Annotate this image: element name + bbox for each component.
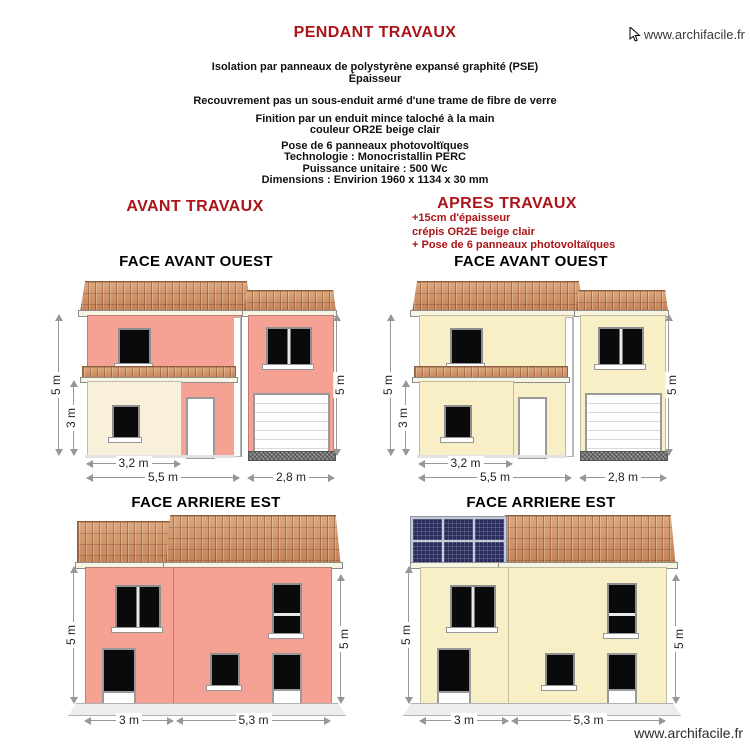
- solar-panel: [444, 542, 473, 563]
- window-sill: [262, 364, 314, 370]
- after-note-line: crépis OR2E beige clair: [412, 225, 535, 238]
- main-roof: [80, 281, 252, 313]
- garage-upper-window: [598, 327, 644, 366]
- garage-upper-window: [266, 327, 312, 366]
- upper-window: [450, 328, 483, 365]
- view-title-front-after: FACE AVANT OUEST: [454, 253, 608, 270]
- door-kick-panel: [609, 689, 635, 705]
- ground-strip: [85, 455, 235, 458]
- dim-height-total: 5 m: [58, 315, 59, 455]
- dim-height-total-right: 5 m: [675, 575, 676, 703]
- window-sill: [603, 633, 639, 639]
- window-mullion: [274, 613, 300, 616]
- note-line: couleur OR2E beige clair: [309, 124, 441, 136]
- column-title-after: APRES TRAVAUX: [437, 195, 577, 212]
- note-line: Épaisseur: [348, 72, 402, 85]
- dim-width-left: 3 m: [85, 720, 173, 721]
- note-line: Puissance unitaire : 500 Wc: [302, 162, 448, 175]
- dim-height-total: 5 m: [390, 315, 391, 455]
- house-rear-before: [50, 513, 362, 738]
- note-line: Pose de 6 panneaux photovoltïques: [281, 139, 469, 152]
- dim-width-right: 5,3 m: [512, 720, 665, 721]
- double-window: [115, 585, 161, 629]
- after-note-line: +15cm d'épaisseur: [412, 212, 511, 224]
- window-sill: [446, 627, 498, 633]
- window-mullion: [472, 587, 475, 627]
- entry-door: [518, 397, 547, 459]
- extension-window: [112, 405, 140, 439]
- double-window: [450, 585, 496, 629]
- dim-width-extension: 3,2 m: [87, 463, 180, 464]
- window-mullion: [620, 329, 623, 364]
- page-title: PENDANT TRAVAUX: [293, 24, 457, 41]
- house-rear-after: [385, 513, 697, 738]
- garage-threshold: [580, 451, 668, 461]
- window-sill: [111, 627, 163, 633]
- dim-height-total: 5 m: [73, 567, 74, 703]
- window-sill: [594, 364, 646, 370]
- glazed-door: [607, 653, 637, 707]
- window-sill: [541, 685, 577, 691]
- watermark-url: www.archifacile.fr: [643, 27, 745, 42]
- window-mullion: [609, 613, 635, 616]
- note-isolation: [0, 62, 750, 85]
- glazed-door: [272, 653, 302, 707]
- note-line: Isolation par panneaux de polystyrène expansé graphité (PSE): [211, 61, 539, 73]
- extension-window: [444, 405, 472, 439]
- dim-height-extension: 3 m: [405, 381, 406, 455]
- right-wall: [173, 567, 332, 705]
- note-recouvrement: [0, 96, 750, 108]
- window-sill: [108, 437, 142, 443]
- dim-width-garage: 2,8 m: [580, 477, 666, 478]
- tall-window: [272, 583, 302, 635]
- door-kick-panel: [104, 691, 134, 705]
- door-kick-panel: [274, 689, 300, 705]
- dim-height-total-right: 5 m: [340, 575, 341, 703]
- corner-post: [565, 317, 573, 457]
- watermark-bottom: www.archifacile.fr: [634, 725, 743, 741]
- dim-width-extension: 3,2 m: [419, 463, 512, 464]
- dim-height-total-right: 5 m: [336, 315, 337, 455]
- window-mullion: [288, 329, 291, 364]
- after-note-line: + Pose de 6 panneaux photovoltaïques: [412, 239, 616, 251]
- small-window: [210, 653, 240, 687]
- garage-door: [253, 393, 330, 457]
- note-line: Recouvrement pas un sous-enduit armé d'une trame de fibre de verre: [193, 95, 557, 107]
- dim-width-garage: 2,8 m: [248, 477, 334, 478]
- view-title-rear-after: FACE ARRIERE EST: [466, 494, 616, 511]
- solar-panels: [410, 516, 507, 566]
- glazed-door: [437, 648, 471, 707]
- door-kick-panel: [439, 691, 469, 705]
- note-photovoltaique: [0, 141, 750, 187]
- house-front-before: [40, 281, 352, 495]
- solar-panel: [413, 542, 442, 563]
- corner-post: [233, 317, 241, 457]
- entry-door: [186, 397, 215, 459]
- dim-width-main: 5,5 m: [419, 477, 571, 478]
- dim-height-extension: 3 m: [73, 381, 74, 455]
- ground-strip: [417, 455, 567, 458]
- right-roof: [500, 515, 676, 569]
- window-sill: [206, 685, 242, 691]
- right-roof: [165, 515, 341, 569]
- main-roof: [412, 281, 584, 313]
- garage-door: [585, 393, 662, 457]
- dim-width-right: 5,3 m: [177, 720, 330, 721]
- glazed-door: [102, 648, 136, 707]
- window-sill: [268, 633, 304, 639]
- solar-panel: [413, 519, 442, 540]
- plinth: [403, 703, 681, 716]
- dim-height-total-right: 5 m: [668, 315, 669, 455]
- window-sill: [440, 437, 474, 443]
- tall-window: [607, 583, 637, 635]
- upper-window: [118, 328, 151, 365]
- solar-panel: [475, 542, 504, 563]
- plinth: [68, 703, 346, 716]
- dim-width-main: 5,5 m: [87, 477, 239, 478]
- note-finition: [0, 114, 750, 137]
- header: [0, 24, 750, 187]
- after-notes: [412, 212, 615, 253]
- solar-panel: [444, 519, 473, 540]
- note-line: Dimensions : Envirion 1960 x 1134 x 30 mm: [261, 174, 489, 186]
- house-front-after: [372, 281, 684, 495]
- right-wall: [508, 567, 667, 705]
- small-window: [545, 653, 575, 687]
- solar-panel: [475, 519, 504, 540]
- garage-threshold: [248, 451, 336, 461]
- window-mullion: [137, 587, 140, 627]
- view-title-rear-before: FACE ARRIERE EST: [131, 494, 281, 511]
- column-title-before: AVANT TRAVAUX: [126, 198, 264, 215]
- dim-height-total: 5 m: [408, 567, 409, 703]
- note-line: Finition par un enduit mince taloché à la main: [255, 112, 495, 125]
- view-title-front-before: FACE AVANT OUEST: [119, 253, 273, 270]
- dim-width-left: 3 m: [420, 720, 508, 721]
- note-line: Technologie : Monocristallin PERC: [284, 151, 466, 163]
